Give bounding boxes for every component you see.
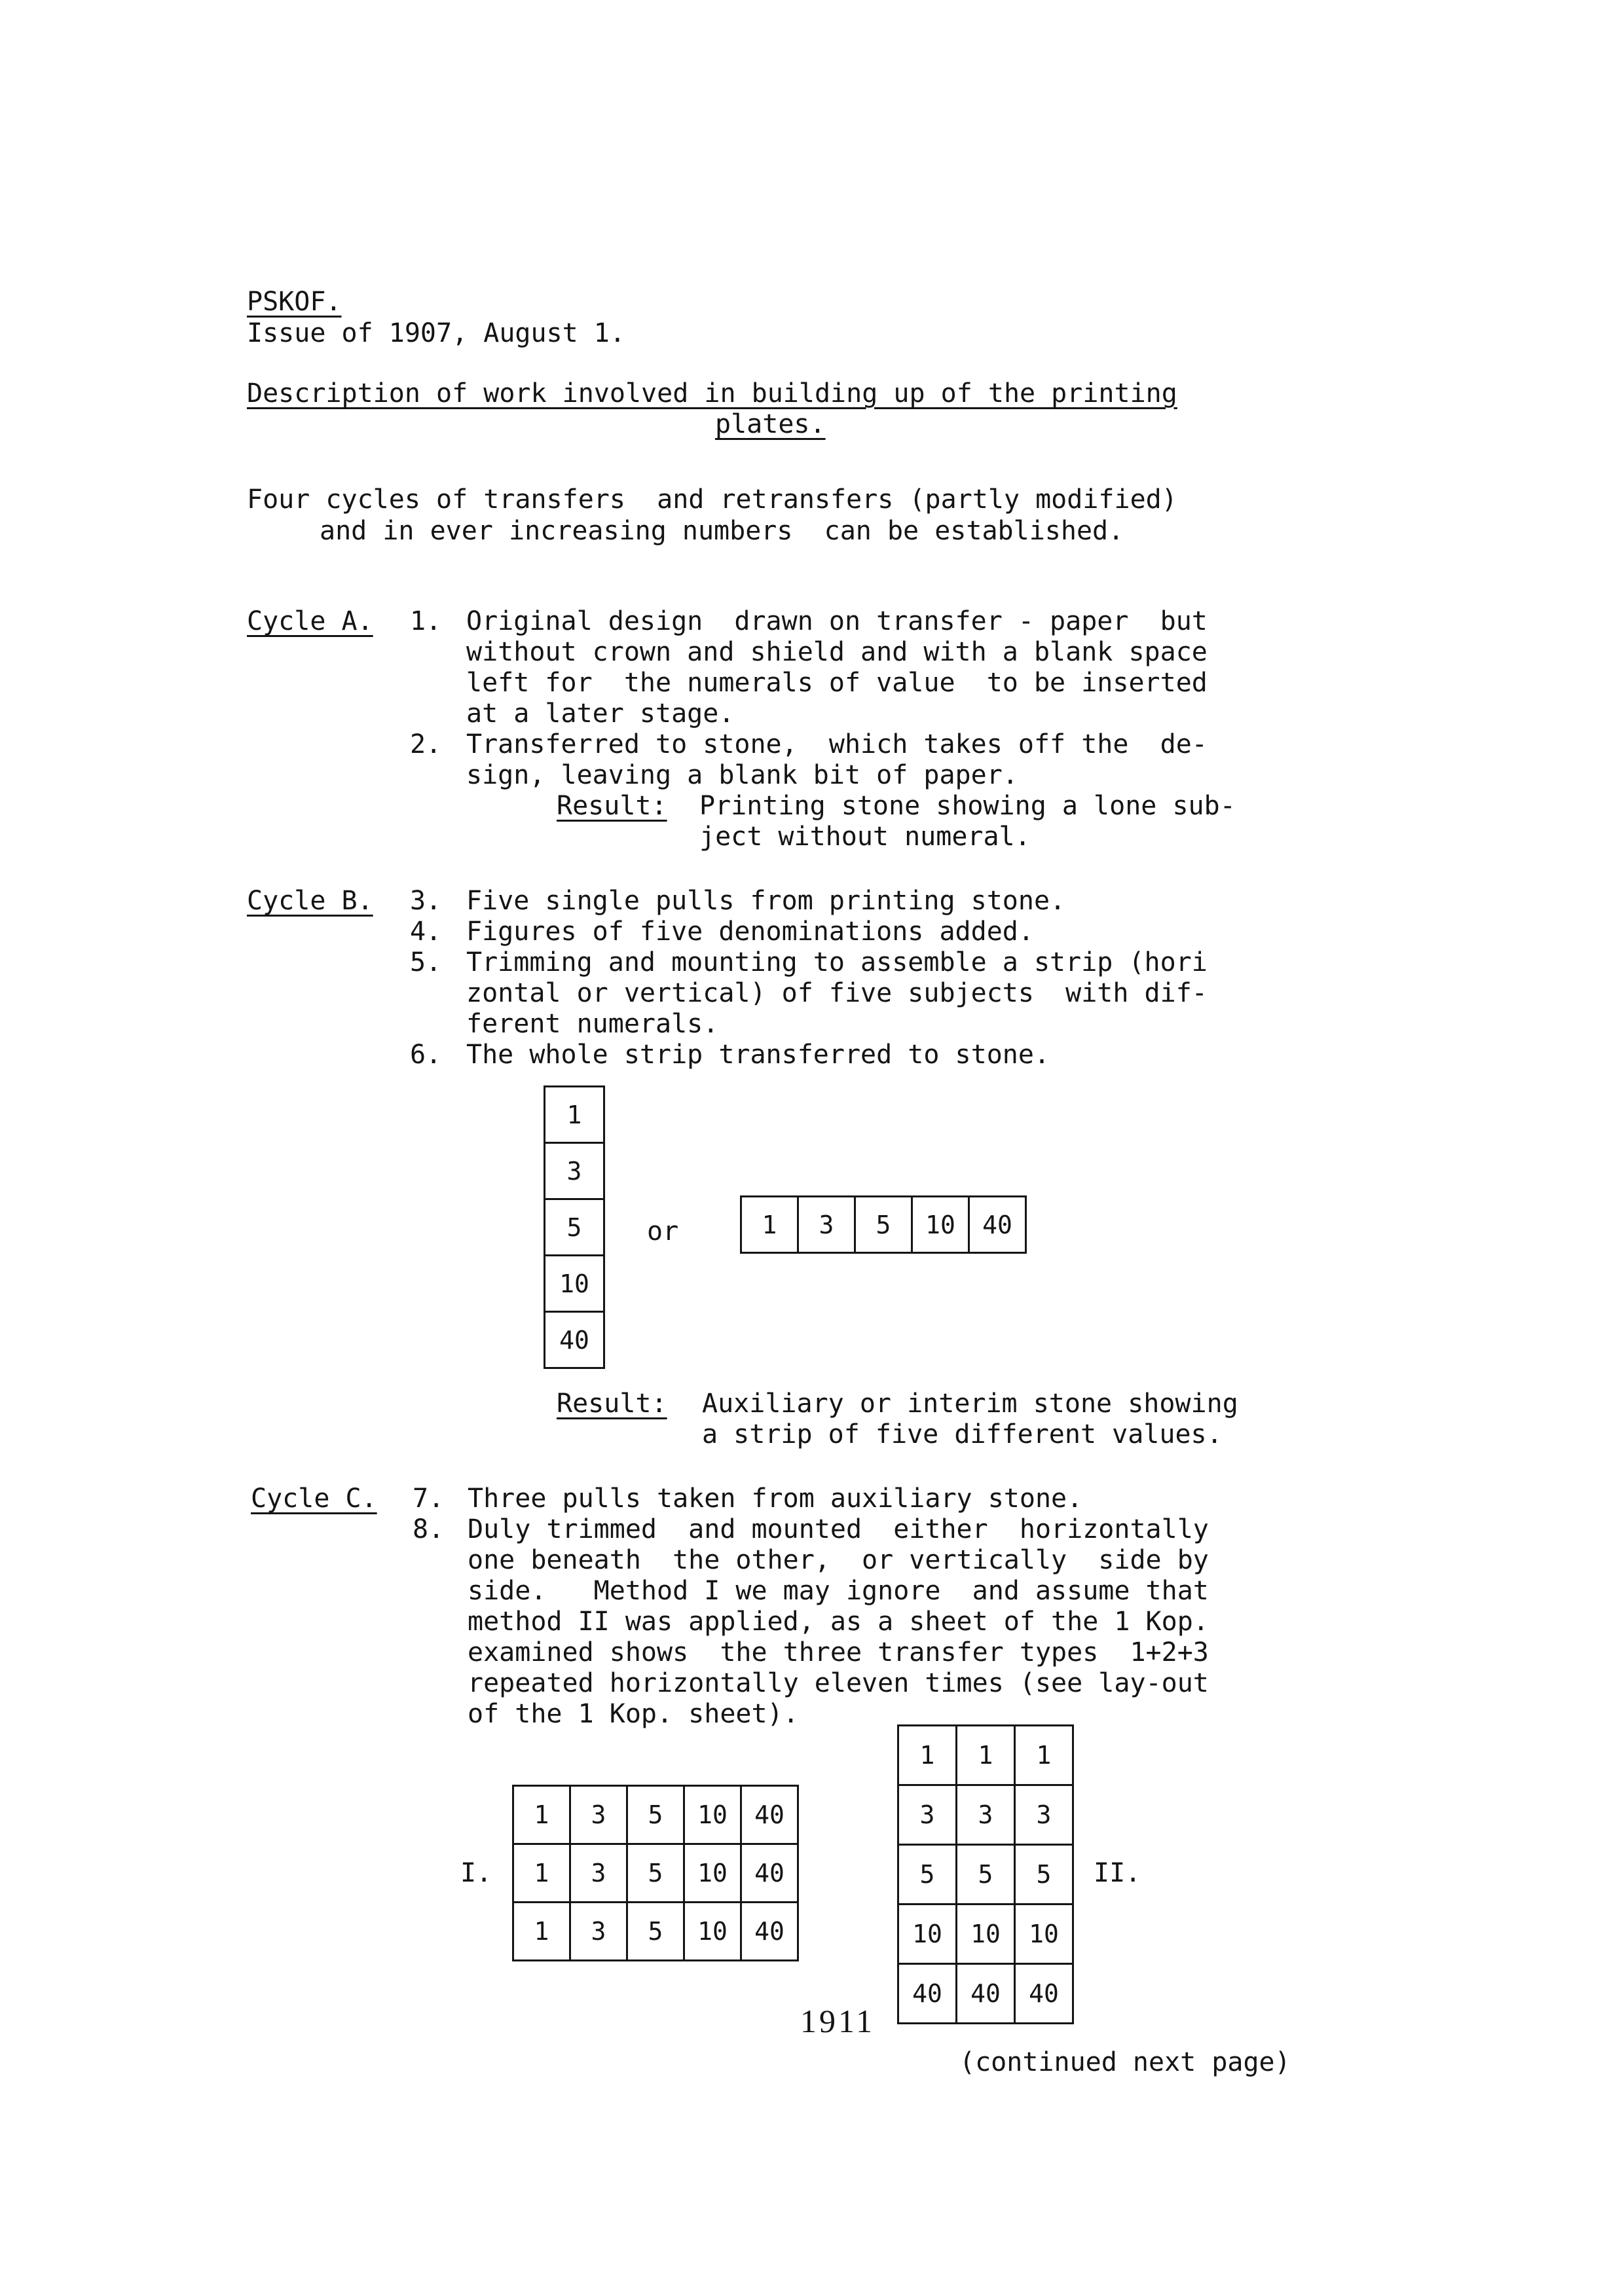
cycle-b-result: Auxiliary or interim stone showing [702,1389,1238,1419]
cycle-b-result: a strip of five different values. [702,1419,1223,1449]
grid-cell: 5 [626,1785,685,1845]
step-number-2: 2. [410,729,442,759]
title-line-2: plates. [715,409,826,439]
grid-cell: 1 [512,1901,571,1961]
cycle-a-label: Cycle A. [247,606,373,636]
grid-cell: 40 [740,1785,799,1845]
strip-cell: 3 [544,1142,605,1200]
grid-cell: 3 [897,1784,957,1846]
step-number-3: 3. [410,886,442,916]
cycle-c-text: Three pulls taken from auxiliary stone. [468,1484,1083,1514]
grid-cell: 5 [955,1844,1016,1905]
grid-cell: 5 [897,1844,957,1905]
cycle-a-text: at a later stage. [466,699,735,729]
cycle-b-text: The whole strip transferred to stone. [466,1040,1050,1070]
strip-cell: 1 [544,1085,605,1144]
grid-cell: 10 [1014,1903,1074,1965]
cycle-c-text: side. Method I we may ignore and assume that [468,1576,1209,1606]
step-number-7: 7. [413,1484,445,1514]
grid-cell: 1 [955,1724,1016,1786]
cycle-c-text: repeated horizontally eleven times (see lay-out [468,1668,1209,1698]
grid-cell: 40 [740,1901,799,1961]
cycle-c-text: method II was applied, as a sheet of the 1 Kop. [468,1607,1209,1637]
grid-cell: 1 [512,1785,571,1845]
strip-cell: 5 [544,1198,605,1256]
grid-cell: 40 [955,1963,1016,2024]
continued-note: (continued next page) [959,2047,1291,2077]
stamp-header: PSKOF. [247,287,342,317]
grid-cell: 1 [897,1724,957,1786]
strip-cell: 40 [544,1311,605,1369]
grid-cell: 40 [897,1963,957,2024]
page-number: 1911 [800,2003,876,2039]
strip-cell: 10 [911,1195,970,1254]
grid-cell: 3 [1014,1784,1074,1846]
cycle-b-text: Figures of five denominations added. [466,917,1034,947]
grid-cell: 10 [683,1843,742,1903]
grid-cell: 40 [740,1843,799,1903]
method-i-label: I. [460,1858,492,1888]
grid-cell: 10 [955,1903,1016,1965]
strip-cell: 3 [797,1195,856,1254]
cycle-b-text: Five single pulls from printing stone. [466,886,1066,916]
grid-cell: 10 [683,1901,742,1961]
cycle-b-text: ferent numerals. [466,1009,719,1039]
cycle-a-text: without crown and shield and with a blank space [466,637,1208,667]
cycle-a-result: ject without numeral. [699,822,1031,852]
method-ii-label: II. [1094,1858,1141,1888]
cycle-a-result-label: Result: [557,791,667,821]
grid-cell: 40 [1014,1963,1074,2024]
grid-cell: 5 [626,1901,685,1961]
step-number-4: 4. [410,917,442,947]
grid-cell: 10 [683,1785,742,1845]
grid-cell: 5 [626,1843,685,1903]
grid-cell: 5 [1014,1844,1074,1905]
cycle-b-text: zontal or vertical) of five subjects with dif- [466,978,1208,1008]
title-line-1: Description of work involved in building up of the printing [247,378,1177,409]
grid-cell: 3 [955,1784,1016,1846]
cycle-a-text: left for the numerals of value to be inserted [466,668,1208,698]
cycle-a-text: Original design drawn on transfer - paper but [466,606,1208,636]
grid-cell: 1 [512,1843,571,1903]
grid-cell: 10 [897,1903,957,1965]
cycle-c-text: Duly trimmed and mounted either horizontally [468,1514,1209,1544]
cycle-c-label: Cycle C. [251,1484,377,1514]
issue-date: Issue of 1907, August 1. [247,318,625,348]
cycle-c-text: of the 1 Kop. sheet). [468,1699,799,1729]
or-label: or [647,1216,679,1247]
strip-cell: 40 [968,1195,1027,1254]
grid-cell: 3 [569,1785,628,1845]
cycle-c-text: one beneath the other, or vertically side by [468,1545,1209,1575]
cycle-b-label: Cycle B. [247,886,373,916]
grid-cell: 1 [1014,1724,1074,1786]
step-number-8: 8. [413,1514,445,1544]
intro-line-1: Four cycles of transfers and retransfers (partly modified) [247,484,1177,515]
cycle-b-result-label: Result: [557,1389,667,1419]
step-number-5: 5. [410,947,442,977]
step-number-1: 1. [410,606,442,636]
cycle-b-text: Trimming and mounting to assemble a strip (hori [466,947,1208,977]
cycle-c-text: examined shows the three transfer types 1+2+3 [468,1637,1209,1667]
intro-line-2: and in ever increasing numbers can be established. [320,516,1124,546]
cycle-a-text: sign, leaving a blank bit of paper. [466,760,1018,790]
strip-cell: 1 [740,1195,799,1254]
strip-cell: 5 [854,1195,913,1254]
step-number-6: 6. [410,1040,442,1070]
cycle-a-result: Printing stone showing a lone sub- [699,791,1236,821]
strip-cell: 10 [544,1254,605,1313]
grid-cell: 3 [569,1901,628,1961]
grid-cell: 3 [569,1843,628,1903]
cycle-a-text: Transferred to stone, which takes off the de- [466,729,1208,759]
